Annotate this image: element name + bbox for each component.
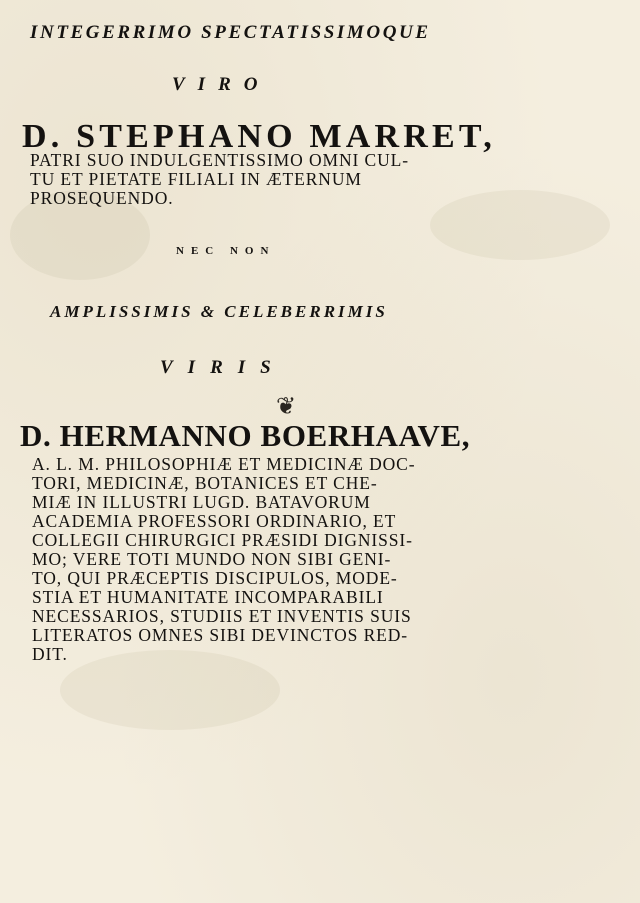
second-dedicatee-name: D. HERMANNO BOERHAAVE, bbox=[20, 418, 471, 453]
second-dedication-line: MO; VERE TOTI MUNDO NON SIBI GENI- bbox=[32, 549, 392, 569]
paper-stain bbox=[60, 650, 280, 730]
second-dedication-line: NECESSARIOS, STUDIIS ET INVENTIS SUIS bbox=[32, 606, 412, 626]
second-dedication-line: TORI, MEDICINÆ, BOTANICES ET CHE- bbox=[32, 473, 378, 493]
second-dedication-line: TO, QUI PRÆCEPTIS DISCIPULOS, MODE- bbox=[32, 568, 398, 588]
first-dedication-line: TU ET PIETATE FILIALI IN ÆTERNUM bbox=[30, 169, 362, 189]
first-dedication-line: PATRI SUO INDULGENTISSIMO OMNI CUL- bbox=[30, 150, 409, 170]
dedication-heading: INTEGERRIMO SPECTATISSIMOQUE bbox=[30, 22, 431, 43]
nec-non-label: NEC NON bbox=[176, 245, 276, 257]
second-dedication-line: LITERATOS OMNES SIBI DEVINCTOS RED- bbox=[32, 625, 409, 645]
fleuron-ornament-icon: ❦ bbox=[276, 394, 297, 420]
first-dedicatee-name: D. STEPHANO MARRET, bbox=[22, 118, 496, 155]
viris-heading: VIRIS bbox=[160, 357, 286, 378]
first-dedication-line: PROSEQUENDO. bbox=[30, 188, 174, 208]
viro-heading: VIRO bbox=[172, 74, 271, 95]
second-dedication-line: ACADEMIA PROFESSORI ORDINARIO, ET bbox=[32, 511, 397, 531]
second-dedication-line: MIÆ IN ILLUSTRI LUGD. BATAVORUM bbox=[32, 492, 371, 512]
second-dedication-line: A. L. M. PHILOSOPHIÆ ET MEDICINÆ DOC- bbox=[32, 454, 416, 474]
second-dedication-line: DIT. bbox=[32, 644, 68, 664]
second-dedication-line: COLLEGII CHIRURGICI PRÆSIDI DIGNISSI- bbox=[32, 530, 413, 550]
amplissimis-heading: AMPLISSIMIS & CELEBERRIMIS bbox=[50, 302, 388, 321]
second-dedication-line: STIA ET HUMANITATE INCOMPARABILI bbox=[32, 587, 384, 607]
paper-stain bbox=[430, 190, 610, 260]
